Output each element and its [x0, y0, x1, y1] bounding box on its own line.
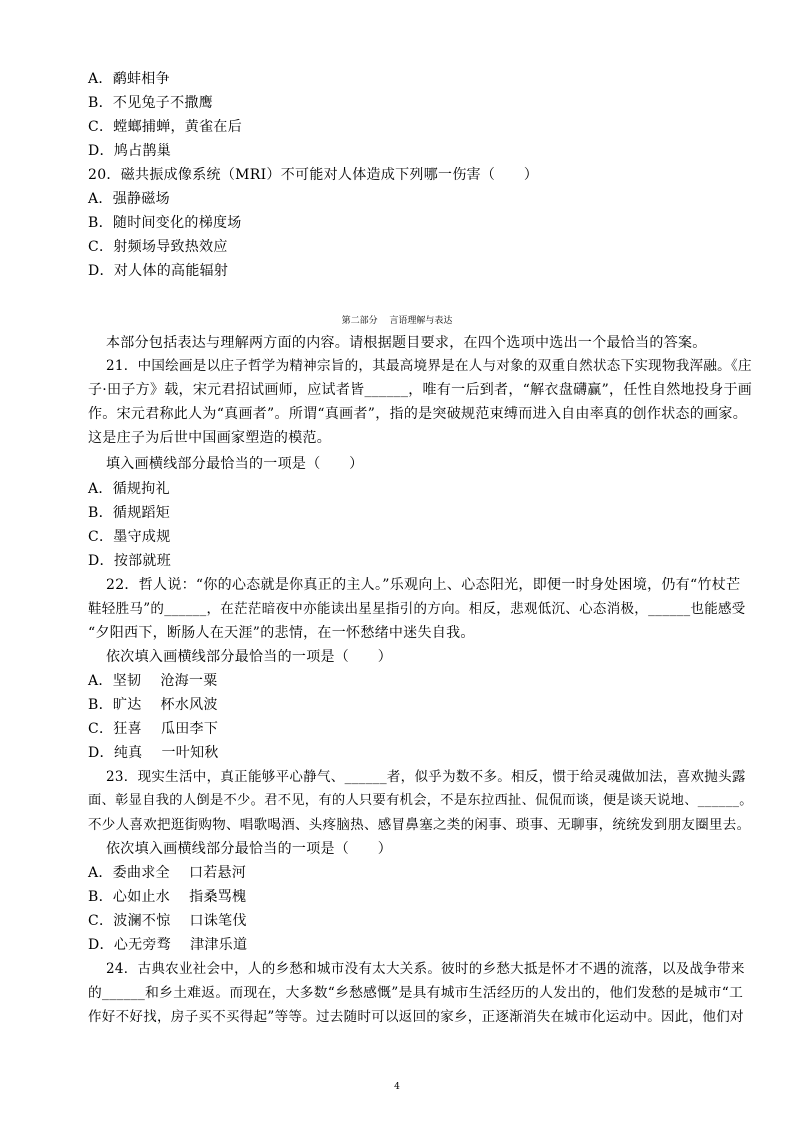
section-intro: 本部分包括表达与理解两方面的内容。请根据题目要求，在四个选项中选出一个最恰当的答案。	[106, 335, 707, 351]
q22-line-2: 鞋轻胜马”的______，在茫茫暗夜中亦能读出星星指引的方向。相反，悲观低沉、心态消极，______也能感受	[88, 601, 746, 617]
q21-option-d: D．按部就班	[88, 553, 172, 569]
q20-option-d: D．对人体的高能辐射	[88, 263, 229, 279]
q19-option-d: D．鸠占鹊巢	[88, 143, 172, 159]
q22-line-1: 22．哲人说：“你的心态就是你真正的主人。”乐观向上、心态阳光，即便一时身处困境，仍有“竹杖芒	[106, 577, 741, 593]
q20-option-b: B．随时间变化的梯度场	[88, 215, 242, 231]
q21-option-b: B．循规蹈矩	[88, 505, 171, 521]
q24-line-3: 作好不好找，房子买不买得起”等等。过去随时可以返回的家乡，正逐渐消失在城市化运动中。因此，他们对	[88, 1009, 744, 1025]
q22-line-3: “夕阳西下，断肠人在天涯”的悲情，在一怀愁绪中迷失自我。	[88, 625, 475, 641]
q23-option-a: A．委曲求全 口若悬河	[88, 865, 247, 881]
q20-option-c: C．射频场导致热效应	[88, 239, 228, 255]
q22-option-d: D．纯真 一叶知秋	[88, 745, 219, 761]
q20-option-a: A．强静磁场	[88, 191, 170, 207]
q21-line-1: 21．中国绘画是以庄子哲学为精神宗旨的，其最高境界是在人与对象的双重自然状态下实现物我浑融。《庄	[106, 358, 752, 374]
q22-option-a: A．坚韧 沧海一粟	[88, 673, 218, 689]
section-title: 第二部分 言语理解与表达	[341, 316, 453, 326]
q23-line-3: 不少人喜欢把逛街购物、唱歌喝酒、头疼脑热、感冒鼻塞之类的闲事、琐事、无聊事，统统发到朋友圈里去。	[88, 817, 751, 833]
q21-prompt: 填入画横线部分最恰当的一项是（ ）	[106, 456, 364, 472]
q20-stem: 20．磁共振成像系统（MRI）不可能对人体造成下列哪一伤害（ ）	[88, 167, 539, 183]
q22-option-b: B．旷达 杯水风波	[88, 697, 218, 713]
q24-line-1: 24．古典农业社会中，人的乡愁和城市没有太大关系。彼时的乡愁大抵是怀才不遇的流落，以及战争带来	[106, 961, 745, 977]
q22-option-c: C．狂喜 瓜田李下	[88, 721, 219, 737]
q21-line-3: 作。宋元君称此人为“真画者”。所谓“真画者”，指的是突破规范束缚而进入自由率真的创作状态的画家。	[88, 406, 748, 422]
q21-line-4: 这是庄子为后世中国画家塑造的模范。	[88, 430, 332, 446]
q23-line-2: 面、彰显自我的人倒是不少。君不见，有的人只要有机会，不是东拉西扯、侃侃而谈，便是谈天说地、______。	[88, 793, 753, 808]
q23-line-1: 23．现实生活中，真正能够平心静气、______者，似乎为数不多。相反，惯于给灵魂做加法，喜欢抛头露	[106, 769, 746, 785]
q23-option-b: B．心如止水 指桑骂槐	[88, 889, 247, 905]
q22-prompt: 依次填入画横线部分最恰当的一项是（ ）	[106, 649, 392, 665]
q24-line-2: 的______和乡土难返。而现在，大多数“乡愁感慨”是具有城市生活经历的人发出的，他们发愁的是城市“工	[88, 985, 744, 1001]
q23-prompt: 依次填入画横线部分最恰当的一项是（ ）	[106, 841, 392, 857]
q21-line-2: 子·田子方》载，宋元君招试画师，应试者皆______，唯有一后到者，“解衣盘礴赢”，任性自然地投身于画	[88, 382, 753, 398]
q21-option-c: C．墨守成规	[88, 529, 171, 545]
q23-option-d: D．心无旁骛 津津乐道	[88, 937, 248, 953]
q21-option-a: A．循规拘礼	[88, 481, 170, 497]
q19-option-b: B．不见兔子不撒鹰	[88, 95, 213, 111]
q23-option-c: C．波澜不惊 口诛笔伐	[88, 913, 247, 929]
q19-option-c: C．螳螂捕蝉，黄雀在后	[88, 119, 243, 135]
page-number: 4	[394, 1082, 400, 1092]
q19-option-a: A．鹬蚌相争	[88, 71, 170, 87]
